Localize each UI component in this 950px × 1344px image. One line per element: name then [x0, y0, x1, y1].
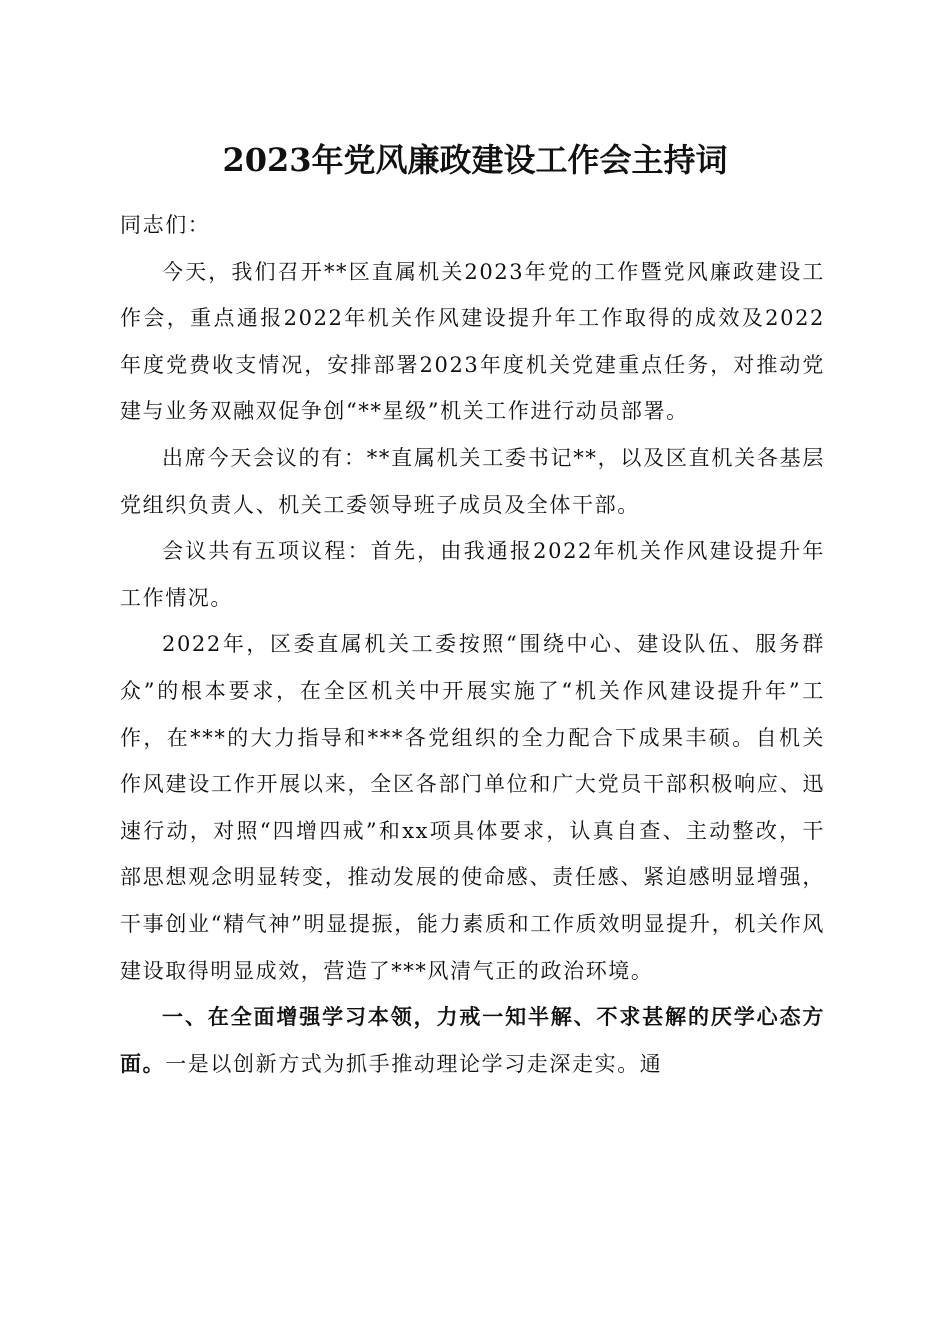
document-title: 2023年党风廉政建设工作会主持词 — [222, 141, 728, 179]
section-one-heading: 一、在全面增强学习本领，力戒一知半解、不求甚解的厌学心态方面。 — [120, 1004, 825, 1076]
section-one-text: 一是以创新方式为抓手推动理论学习走深走实。通 — [165, 1051, 663, 1076]
salutation: 同志们： — [120, 213, 211, 237]
paragraph-opening: 今天，我们召开**区直属机关2023年党的工作暨党风廉政建设工作会，重点通报2022年机关作风建设提升年工作取得的成效及2022年度党费收支情况，安排部署2023年度机关党建重点任务，对推动党建与业务双融双促争创“**星级”机关工作进行动员部署。 — [120, 259, 825, 424]
document-body — [120, 202, 825, 1087]
paragraph-review-2022: 2022年，区委直属机关工委按照“围绕中心、建设队伍、服务群众”的根本要求，在全区机关中开展实施了“机关作风建设提升年”工作，在***的大力指导和***各党组织的全力配合下成果丰硕。自机关作风建设工作开展以来，全区各部门单位和广大党员干部积极响应、迅速行动，对照“四增四戒”和xx项具体要求，认真自查、主动整改，干部思想观念明显转变，推动发展的使命感、责任感、紧迫感明显增强，干事创业“精气神”明显提振，能力素质和工作质效明显提升，机关作风建设取得明显成效，营造了***风清气正的政治环境。 — [120, 632, 825, 983]
paragraph-attendees: 出席今天会议的有：**直属机关工委书记**，以及区直机关各基层党组织负责人、机关工委领导班子成员及全体干部。 — [120, 445, 825, 517]
paragraph-agenda: 会议共有五项议程：首先，由我通报2022年机关作风建设提升年工作情况。 — [120, 539, 825, 610]
section-one-paragraph — [120, 994, 825, 1087]
